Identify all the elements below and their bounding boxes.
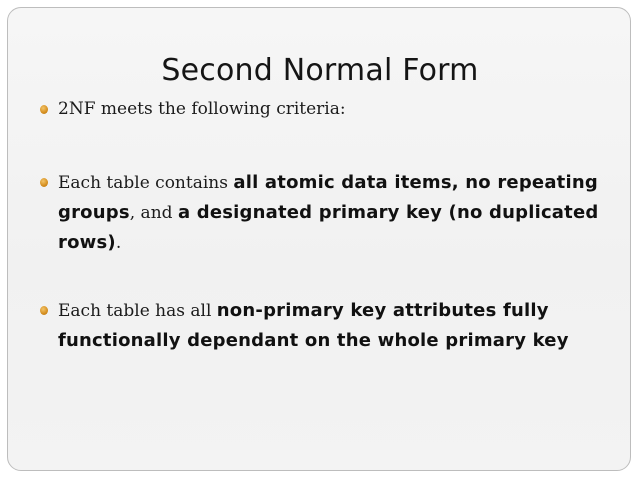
bullet-text-bold: non-primary key attributes fully functionally dependant on the whole primary key [58, 300, 569, 351]
slide-title: Second Normal Form [161, 53, 479, 88]
bullet-dot-icon [40, 306, 48, 315]
bullet-dot-icon [40, 178, 48, 187]
bullet-text-bold: a designated primary key (no duplicated rows) [58, 202, 599, 253]
bullet-text-regular: Each table contains [58, 173, 234, 193]
bullet-text-bold: all atomic data items, no repeating groups [58, 172, 598, 223]
bullet-text [58, 95, 478, 124]
bullet-text-regular: , and [129, 203, 178, 223]
bullet-text [58, 296, 618, 356]
bullet-text-regular: Each table has all [58, 301, 217, 321]
bullet-text-regular: 2NF meets the following criteria: [58, 99, 346, 119]
bullet-text [58, 168, 618, 258]
bullet-dot-icon [40, 105, 48, 114]
bullet-text-regular: . [115, 233, 122, 253]
